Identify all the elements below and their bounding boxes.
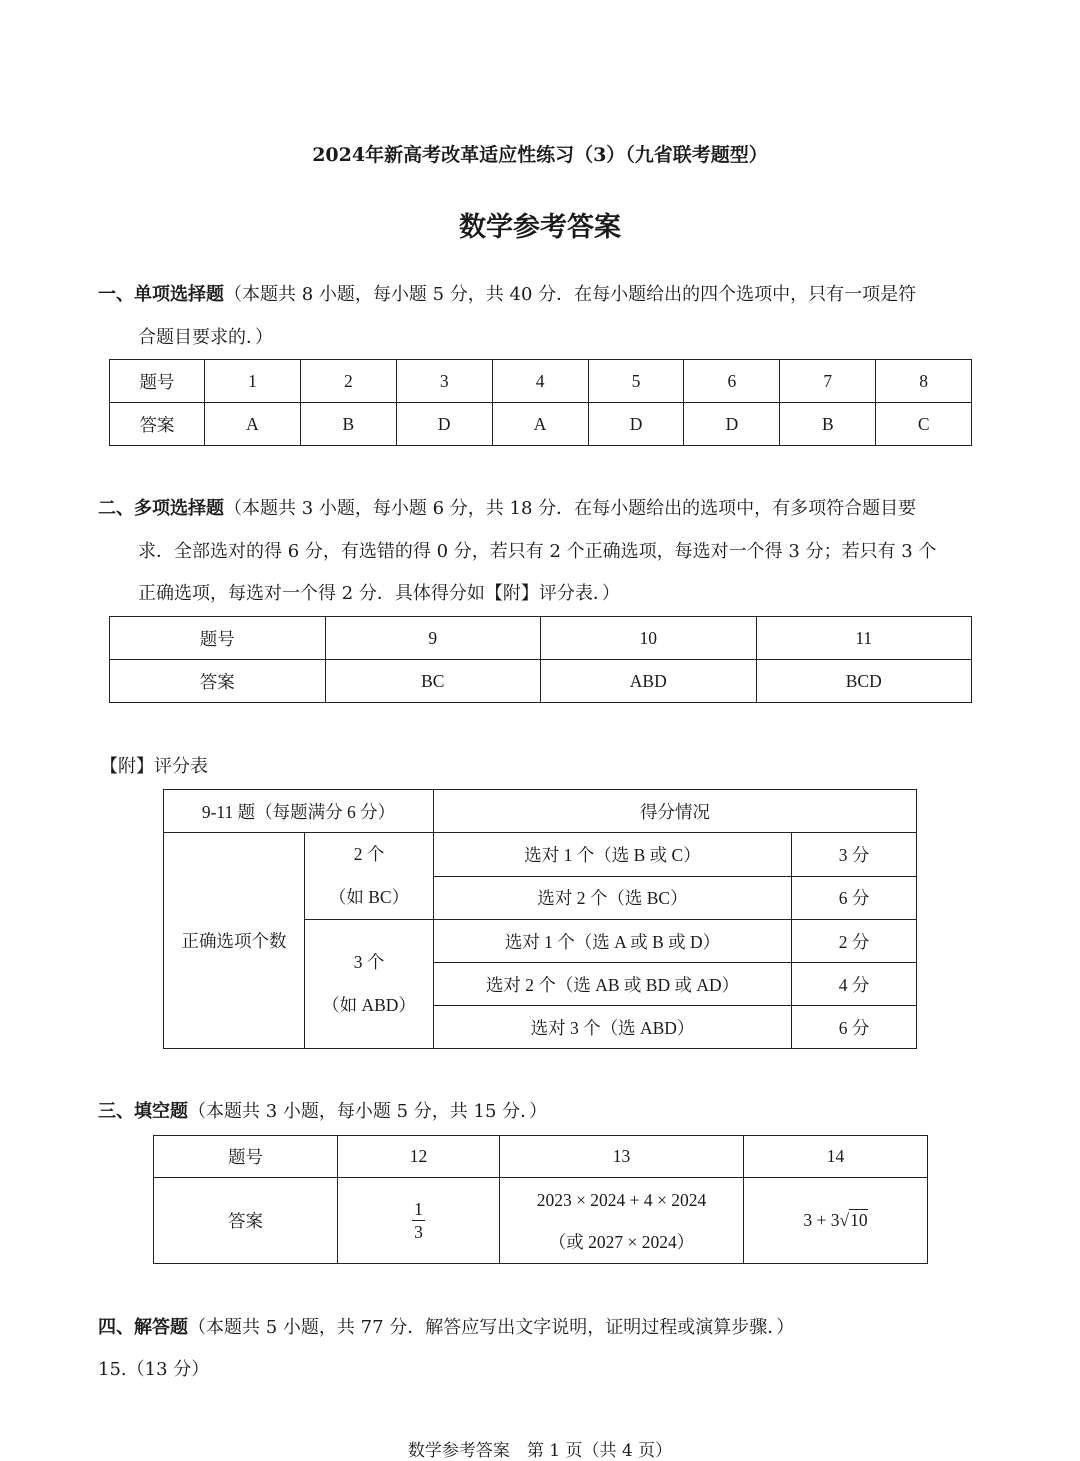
section3-desc: （本题共 3 小题，每小题 5 分，共 15 分．） — [188, 1101, 548, 1122]
section3-heading: 三、填空题 — [98, 1101, 188, 1122]
question-number: 9 — [325, 617, 541, 660]
answer-q12 — [338, 1178, 500, 1264]
answer-cell: A — [205, 403, 301, 446]
question-number: 2 — [300, 360, 396, 403]
score-cell: 6 分 — [792, 1006, 917, 1049]
answer-cell: D — [684, 403, 780, 446]
group-label: 2 个 — [353, 844, 385, 864]
page-footer: 数学参考答案 第 1 页（共 4 页） — [407, 1441, 673, 1461]
question-number: 3 — [396, 360, 492, 403]
table-row — [154, 1178, 928, 1264]
table-row — [110, 660, 972, 703]
score-cell: 4 分 — [792, 963, 917, 1006]
fraction — [412, 1198, 425, 1243]
group-example: （如 BC） — [328, 887, 410, 907]
question-number: 10 — [541, 617, 757, 660]
table-row — [164, 833, 917, 877]
single-choice-answer-table — [109, 359, 972, 446]
group-three-correct — [305, 920, 434, 1049]
table-row — [164, 790, 917, 833]
section2-heading: 二、多项选择题 — [98, 498, 224, 519]
document-subtitle: 数学参考答案 — [459, 212, 621, 243]
row-label: 题号 — [110, 617, 326, 660]
radicand: 10 — [850, 1210, 868, 1230]
sqrt-symbol: √ — [839, 1210, 850, 1230]
case-cell: 选对 3 个（选 ABD） — [434, 1006, 792, 1049]
row-label: 答案 — [154, 1178, 338, 1264]
section1-intro — [98, 274, 998, 359]
question-15-label: 15.（13 分） — [98, 1359, 210, 1380]
fill-in-answer-table — [153, 1135, 928, 1264]
answer-line: 2023 × 2024 + 4 × 2024 — [536, 1189, 707, 1210]
case-cell: 选对 1 个（选 A 或 B 或 D） — [434, 920, 792, 963]
case-cell: 选对 2 个（选 AB 或 BD 或 AD） — [434, 963, 792, 1006]
question-number: 8 — [876, 360, 972, 403]
question-number: 5 — [588, 360, 684, 403]
case-cell: 选对 1 个（选 B 或 C） — [434, 833, 792, 877]
table-row — [110, 617, 972, 660]
question-number: 11 — [756, 617, 972, 660]
score-cell: 6 分 — [792, 876, 917, 920]
group-example: （如 ABD） — [322, 995, 416, 1015]
section4-intro — [98, 1307, 794, 1350]
section4-heading: 四、解答题 — [98, 1317, 188, 1338]
table-row — [154, 1136, 928, 1178]
row-label: 题号 — [110, 360, 205, 403]
group-label: 3 个 — [353, 952, 385, 972]
score-cell: 2 分 — [792, 920, 917, 963]
answer-q13 — [500, 1178, 744, 1264]
table-row — [110, 360, 972, 403]
section1-heading: 一、单项选择题 — [98, 284, 224, 305]
question-number: 12 — [338, 1136, 500, 1178]
section2-intro — [98, 488, 998, 616]
answer-cell: D — [588, 403, 684, 446]
section2-desc-cont: 求．全部选对的得 6 分，有选错的得 0 分，若只有 2 个正确选项，每选对一个得 3 分；若只有 3 个 — [138, 540, 937, 562]
answer-cell: BCD — [756, 660, 972, 703]
row-group-label: 正确选项个数 — [164, 833, 305, 1049]
answer-q14 — [744, 1178, 928, 1264]
answer-cell: D — [396, 403, 492, 446]
section1-desc-cont: 合题目要求的．） — [138, 326, 273, 348]
header-cell: 得分情况 — [434, 790, 917, 833]
question-number: 14 — [744, 1136, 928, 1178]
answer-alt: （或 2027 × 2024） — [548, 1231, 695, 1252]
header-cell: 9-11 题（每题满分 6 分） — [164, 790, 434, 833]
numerator: 1 — [414, 1199, 423, 1219]
question-number: 1 — [205, 360, 301, 403]
row-label: 题号 — [154, 1136, 338, 1178]
expression: 3 + 3 — [803, 1210, 840, 1230]
group-two-correct — [305, 833, 434, 920]
answer-cell: ABD — [541, 660, 757, 703]
question-number: 6 — [684, 360, 780, 403]
answer-cell: C — [876, 403, 972, 446]
answer-cell: B — [780, 403, 876, 446]
score-cell: 3 分 — [792, 833, 917, 877]
row-label: 答案 — [110, 660, 326, 703]
section2-desc-cont: 正确选项，每选对一个得 2 分．具体得分如【附】评分表．） — [138, 583, 620, 604]
case-cell: 选对 2 个（选 BC） — [434, 876, 792, 920]
scoring-table — [163, 789, 917, 1049]
section3-intro — [98, 1091, 547, 1134]
answer-cell: BC — [325, 660, 541, 703]
multi-choice-answer-table — [109, 616, 972, 703]
document-title: 2024年新高考改革适应性练习（3）（九省联考题型） — [312, 144, 768, 166]
question-number: 13 — [500, 1136, 744, 1178]
question-number: 7 — [780, 360, 876, 403]
section4-desc: （本题共 5 小题，共 77 分．解答应写出文字说明，证明过程或演算步骤．） — [188, 1317, 795, 1338]
question-number: 4 — [492, 360, 588, 403]
section2-desc: （本题共 3 小题，每小题 6 分，共 18 分．在每小题给出的选项中，有多项符合题目要 — [224, 498, 917, 519]
answer-cell: A — [492, 403, 588, 446]
scoring-table-caption: 【附】评分表 — [100, 756, 208, 777]
table-row — [110, 403, 972, 446]
section1-desc: （本题共 8 小题，每小题 5 分，共 40 分．在每小题给出的四个选项中，只有一项是符 — [224, 284, 917, 305]
row-label: 答案 — [110, 403, 205, 446]
denominator: 3 — [414, 1222, 423, 1242]
answer-cell: B — [300, 403, 396, 446]
